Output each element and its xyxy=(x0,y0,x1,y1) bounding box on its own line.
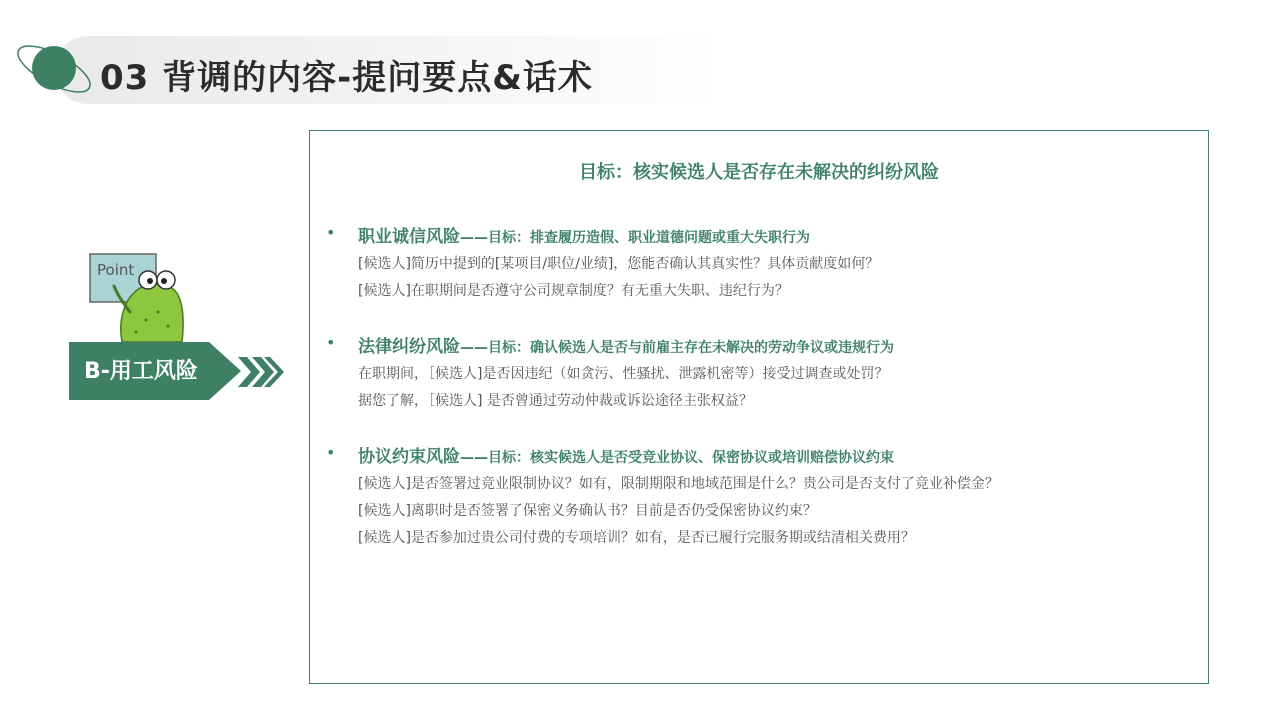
question-text: 在职期间，［候选人]是否因违纪（如贪污、性骚扰、泄露机密等）接受过调查或处罚？ xyxy=(358,366,889,382)
question-text: 据您了解，［候选人] 是否曾通过劳动仲裁或诉讼途径主张权益？ xyxy=(358,393,753,409)
risk-title: 职业诚信风险——目标：排查履历造假、职业道德问题或重大失职行为 xyxy=(358,227,810,247)
page-title: 03 背调的内容-提问要点&话术 xyxy=(100,58,593,98)
risk-goal: ——目标：排查履历造假、职业道德问题或重大失职行为 xyxy=(460,230,810,246)
risk-header xyxy=(326,222,1206,246)
bullet-icon: • xyxy=(326,333,336,352)
chevron-right-icon xyxy=(238,357,286,387)
goal-heading: 目标：核实候选人是否存在未解决的纠纷风险 xyxy=(579,162,939,183)
risk-goal: ——目标：确认候选人是否与前雇主存在未解决的劳动争议或违规行为 xyxy=(460,340,894,356)
question-text: [候选人]在职期间是否遵守公司规章制度？有无重大失职、违纪行为？ xyxy=(358,283,789,299)
frog-mascot-icon xyxy=(84,250,188,342)
bullet-icon: • xyxy=(326,223,336,242)
risk-section-legal xyxy=(326,332,1206,410)
bullet-icon: • xyxy=(326,443,336,462)
risk-title: 法律纠纷风险——目标：确认候选人是否与前雇主存在未解决的劳动争议或违规行为 xyxy=(358,337,894,357)
risk-title: 协议约束风险——目标：核实候选人是否受竞业协议、保密协议或培训赔偿协议约束 xyxy=(358,447,894,467)
orbit-logo-icon xyxy=(12,38,96,100)
question-text: [候选人]离职时是否签署了保密义务确认书？目前是否仍受保密协议约束？ xyxy=(358,503,817,519)
risk-section-agreement xyxy=(326,442,1206,547)
mascot-sign-text: Point xyxy=(97,261,135,279)
risk-section-integrity xyxy=(326,222,1206,300)
question-text: [候选人]是否参加过贵公司付费的专项培训？如有，是否已履行完服务期或结清相关费用？ xyxy=(358,530,915,546)
question-text: [候选人]简历中提到的[某项目/职位/业绩]，您能否确认其真实性？具体贡献度如何？ xyxy=(358,256,880,272)
risk-header xyxy=(326,442,1206,466)
section-label: B-用工风险 xyxy=(84,359,198,384)
risk-header xyxy=(326,332,1206,356)
risk-goal: ——目标：核实候选人是否受竞业协议、保密协议或培训赔偿协议约束 xyxy=(460,450,894,466)
question-text: [候选人]是否签署过竞业限制协议？如有，限制期限和地域范围是什么？贵公司是否支付了竞业补偿金？ xyxy=(358,476,999,492)
